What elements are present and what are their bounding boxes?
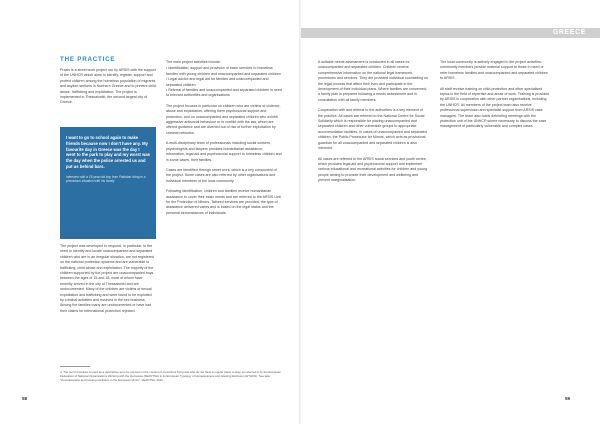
body-paragraph: Cases are identified through street work, which is a key component of the project. Some cases are also referred by other organisations and individual members of the local community. <box>166 167 277 183</box>
footnote-marker: 4. <box>60 370 63 374</box>
right-page-second-column <box>440 60 550 135</box>
activity-item: • Identification, support and provision of basic services to homeless families with young children and unaccompanied and separated children <box>166 66 281 76</box>
footnote-text: The term homeless is used as a descriptive term for persons in the context of precarious living and who do not have a regular place to stay, as referred to by the European Federation of National Organisations Working with the Homeless (FEANTSA) in its European Typology of Homelessness and Housing Exclusion (ETHOS). See also: "Homelessness and housing exclusion in the European Union", FEANTSA, 2011. <box>60 370 282 382</box>
body-paragraph: The project focuses in particular on children who are victims of violence, abuse and exploitation, offering them psychosocial support and protection, and on unaccompanied and separated children who exhibit aggressive antisocial behaviour or in conflict with the law, whom are offered guidance and are diverted out of risk of further exploitation by criminal networks. <box>166 103 281 135</box>
activities-intro: The main project activities include: <box>166 60 221 64</box>
body-paragraph: A multi-disciplinary team of professionals including social workers, psychologists and lawyers provides humanitarian assistance, information, legal aid and psychosocial support to homeless children and in some cases, their families. <box>166 141 282 162</box>
page-number-right: 59 <box>565 396 571 401</box>
country-label: GREECE <box>552 29 586 36</box>
activities-list <box>166 66 282 98</box>
page-number-left: 58 <box>22 396 28 401</box>
body-paragraph: All cases are referred to the ARSIS social services and youth centre, which provides legal aid and psychosocial support and implement various educational and recreational activities for children and young people aiming to promote their development and wellbeing and prevent marginalisation. <box>318 156 428 183</box>
body-paragraph: The project was developed to respond, in particular, to the need to identify and locate unaccompanied and separated children who are in an irregular situation, are not registered on the national protection systems and are vulnerable to trafficking, child abuse and exploitation. The majority of the children supported by the project are unaccompanied boys between the ages of 15 and 18, most of whom have recently arrived in the city of Thessaloniki and are undocumented. Many of the children are victims of sexual exploitation and trafficking and were found to be exploited by criminal activities and involved in the sex business. Among the families many are undocumented or have had their claims for international protection rejected. <box>60 244 154 313</box>
body-paragraph: Cooperation with and referral to the authorities is a key element of the practice. All cases are referred to the National Centre for Social Solidarity which is responsible for placing unaccompanied and separated children and other vulnerable groups to appropriate accommodation facilities. In cases of unaccompanied and separated children, the Public Prosecutor for Minors, which acts as provisional guardian for all unaccompanied and separated children is also informed. <box>318 108 427 151</box>
left-page-second-column <box>166 60 282 221</box>
page-gutter <box>299 0 301 424</box>
section-title: THE PRACTICE <box>60 56 116 63</box>
body-paragraph: The local community is actively engaged in the project activities: community members provide material support to those in need or refer homeless families and unaccompanied and separated children to ARSIS. <box>440 60 548 81</box>
footnote <box>60 370 288 382</box>
left-column-body <box>60 244 156 319</box>
quote-text: I want to go to school again to make friends because now I don't have any. My favourite day in Greece was the day I went to the park to play and my worst was the day when the police arrested us and put us behind bars. <box>66 135 150 169</box>
body-paragraph: All staff receive training on child protection and other specialised topics in the field of expertise and areas of work. Training is provided by ARSIS in cooperation with other partner organisations, including the UNHCR. All members of the project team also receive professional supervision and specialist support from ARSIS case managers. The team also holds debriefing meetings with the protection unit of the UNHCR where necessary to discuss the case management of particularly vulnerable and complex cases. <box>440 86 550 129</box>
intro-paragraph: Praxis is a street work project run by ARSIS with the support of the UNHCR which aims to identify, register, support and protect children among the homeless population of migrants and asylum seekers in Northern Greece and to prevent child abuse, trafficking and exploitation. The project is implemented in Thessaloniki, the second largest city of Greece. <box>60 68 156 105</box>
body-paragraph: Following identification, children and families receive humanitarian assistance to cover their basic needs and are referred to the ARSIS Unit for the Protection of Minors. Tailored services are provided, the type of assistance delivered varies and is based on the legal status and the personal circumstances of individuals. <box>166 189 281 215</box>
footnote-rule <box>60 366 90 367</box>
activity-item: • Referral of families and unaccompanied and separated children in need to relevant authorities and organisations <box>166 88 282 98</box>
activity-item: • Legal advice and legal aid for families and unaccompanied and separated children <box>166 77 269 87</box>
body-paragraph: A suitable needs assessment is conducted in all cases for unaccompanied and separated children. Children receive comprehensive information on the national legal framework, procedures and services. They are provided individual counselling on the legal process that affect their lives and participate in the development of their individual plans. Where families are concerned, a family plan is prepared following a needs assessment and in consultation with all family members. <box>318 60 429 102</box>
quote-box <box>60 127 156 239</box>
quote-attribution: Interview with a 15-year-old boy from Pakistan living in a precarious situation with his family <box>66 174 146 184</box>
right-page-first-column <box>318 60 428 189</box>
left-column-intro <box>60 68 156 111</box>
